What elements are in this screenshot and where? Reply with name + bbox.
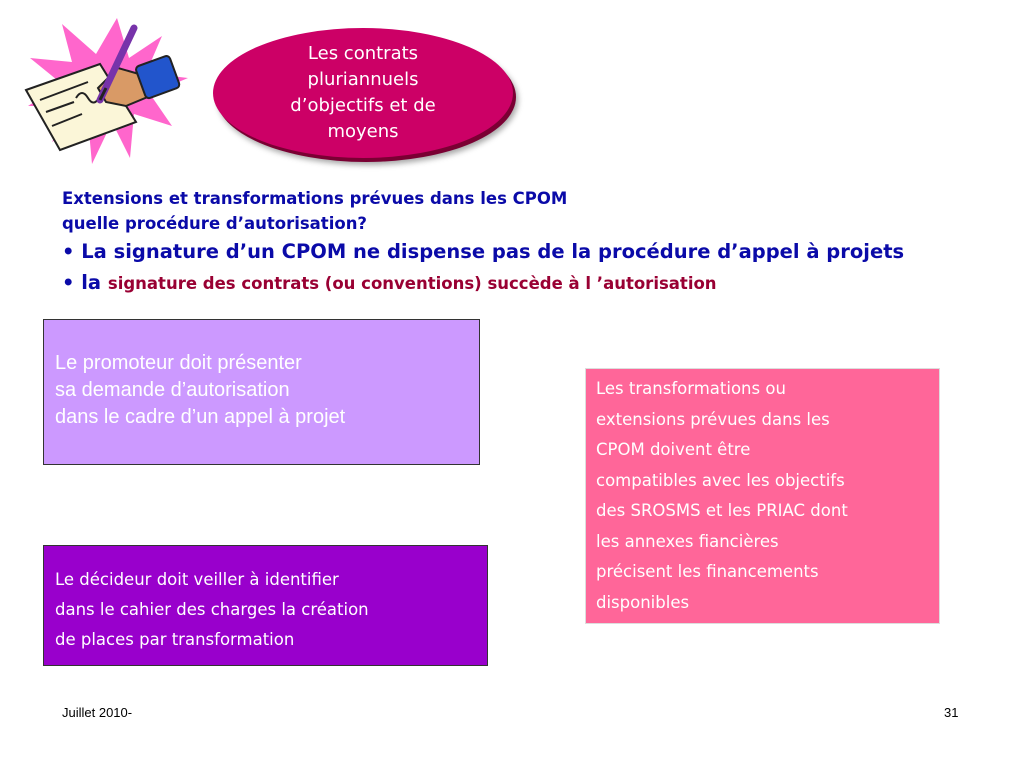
promoteur-text: Le promoteur doit présenter sa demande d’autorisation dans le cadre d’un appel à projet bbox=[55, 352, 346, 428]
transformations-text: Les transformations ou extensions prévues dans les CPOM doivent être compatibles avec les objectifs des SROSMS et les PRIAC dont les annexes fiancières précisent les financements disponibles bbox=[596, 379, 848, 612]
intro-line-1: Extensions et transformations prévues dans les CPOM bbox=[62, 189, 568, 208]
promoteur-box bbox=[43, 319, 480, 465]
signing-contract-icon bbox=[22, 18, 188, 164]
footer-date: Juillet 2010- bbox=[62, 705, 133, 720]
bullet-signature-cpom: • La signature d’un CPOM ne dispense pas de la procédure d’appel à projets bbox=[62, 240, 905, 263]
decideur-box bbox=[43, 545, 488, 666]
intro-text bbox=[62, 186, 992, 299]
transformations-box bbox=[585, 368, 940, 624]
title-oval-text: Les contrats pluriannuels d’objectifs et de moyens bbox=[290, 43, 436, 142]
intro-line-2: quelle procédure d’autorisation? bbox=[62, 214, 368, 233]
decideur-text: Le décideur doit veiller à identifier dans le cahier des charges la création de places par transformation bbox=[55, 570, 369, 649]
page-number: 31 bbox=[944, 705, 959, 720]
title-oval bbox=[213, 28, 513, 158]
bullet-2-lead: • la bbox=[62, 271, 108, 294]
bullet-2-rest: signature des contrats (ou conventions) succède à l ’autorisation bbox=[107, 274, 717, 293]
bullet-signature-contrats bbox=[62, 268, 992, 299]
